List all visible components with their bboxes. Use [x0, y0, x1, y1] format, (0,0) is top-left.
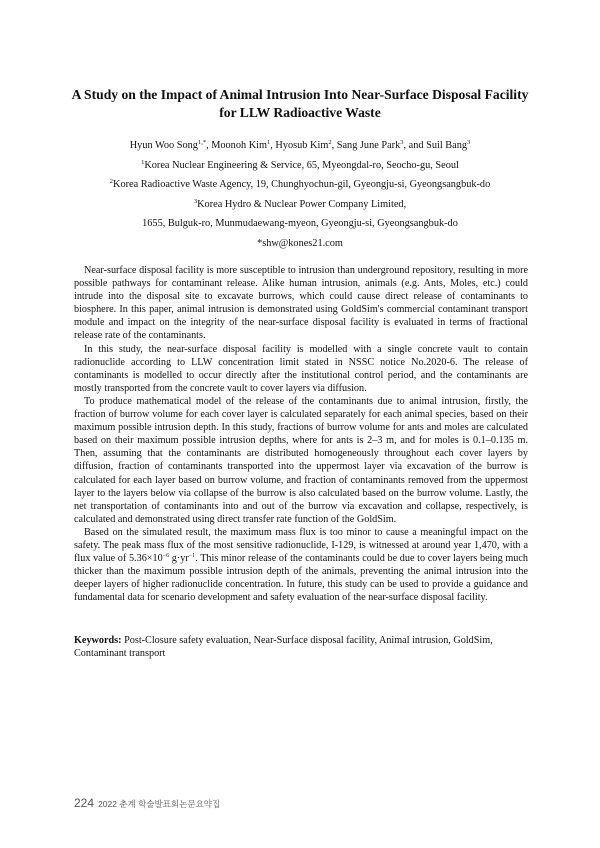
author-separator: ,: [270, 140, 276, 151]
abstract-text: g·yr: [169, 553, 189, 565]
title-line-2: for LLW Radioactive Waste: [219, 105, 381, 120]
exponent: −6: [162, 553, 170, 560]
affiliation-text: Korea Hydro & Nuclear Power Company Limited,: [197, 198, 407, 210]
paper-title: [40, 86, 560, 122]
page-number: 224: [74, 796, 95, 810]
author-name: Hyun Woo Song: [129, 140, 198, 151]
author-sup: 1,*: [197, 139, 207, 146]
abstract-text: . This minor release of the contaminants could be due to cover layers being much thicker than the maximum possible intrusion depth of the animals, preventing the animal intrusion into the deeper layers of higher radionuclide concentration. In future, this study can be used to provide a guidance and fundamental data for scenario development and safety evaluation of the near-surface disposal facility.: [74, 553, 528, 604]
affiliation-2: [40, 175, 560, 195]
affiliation-text: Korea Nuclear Engineering & Service, 65, Myeongdal-ro, Seocho-gu, Seoul: [144, 159, 459, 171]
abstract-paragraph-4: [74, 526, 528, 605]
affiliation-3-address: [40, 214, 560, 234]
author-block: [40, 136, 560, 254]
affiliation-text: Korea Radioactive Waste Agency, 19, Chunghyochun-gil, Gyeongju-si, Gyeongsangbuk-do: [113, 179, 491, 191]
author-list: [40, 136, 560, 156]
affiliation-sup: 2: [109, 178, 114, 186]
abstract-paragraph-2: In this study, the near-surface disposal facility is modelled with a single concrete vault to contain radionuclide according to LLW concentration limit stated in NSSC notice No.2020-6. The release of contaminants is modelled to occur directly after the institutional control period, and the contaminants are mostly transported from the concrete vault to cover layers via diffusion.: [74, 343, 528, 394]
author-separator: ,: [331, 140, 337, 151]
exponent: −1: [188, 553, 196, 560]
affiliation-1: [40, 156, 560, 176]
author-name: Sang June Park: [336, 140, 401, 151]
author-sup: 3: [400, 139, 404, 146]
proceedings-name: 2022 춘계 학술발표회논문요약집: [98, 799, 221, 809]
title-line-1: A Study on the Impact of Animal Intrusion Into Near-Surface Disposal Facility: [71, 87, 529, 102]
abstract-paragraph-3: To produce mathematical model of the release of the contaminants due to animal intrusion, firstly, the fraction of burrow volume for each cover layer is calculated separately for each animal species, based on their maximum possible intrusion depth. In this study, fractions of burrow volume for ants and moles are calculated based on their maximum possible intrusion depths, where for ants is 2–3 m, and for moles is 0.1–0.135 m. Then, assuming that the contaminants are distributed homogeneously throughout each cover layers by diffusion, fraction of contaminants transported into the uppermost layer via excavation of the burrow is calculated for each layer based on burrow volume, and fraction of contaminants removed from the uppermost layer to the layers below via collapse of the burrow is also calculated based on the burrow volume. Lastly, the net transportation of contaminants into and out of the burrow via excavation and collapse, respectively, is calculated and demonstrated using direct transfer rate function of the GoldSim.: [74, 395, 528, 525]
author-sup: 2: [328, 139, 332, 146]
affiliation-text: 1655, Bulguk-ro, Munmudaewang-myeon, Gyeongju-si, Gyeongsangbuk-do: [142, 218, 458, 230]
author-separator: ,: [206, 140, 212, 151]
affiliation-sup: 1: [141, 158, 145, 166]
author-name: Suil Bang: [426, 140, 467, 151]
author-separator: , and: [403, 140, 427, 151]
author-name: Hyosub Kim: [275, 140, 329, 151]
keywords-text: Post-Closure safety evaluation, Near-Surface disposal facility, Animal intrusion, GoldSim, Contaminant transport: [74, 635, 493, 660]
abstract: [74, 264, 528, 604]
affiliation-sup: 3: [193, 197, 198, 205]
author-sup: 1: [267, 139, 271, 146]
abstract-paragraph-1: Near-surface disposal facility is more susceptible to intrusion than underground repository, resulting in more possible pathways for contaminant release. Alike human intrusion, animals (e.g. Ants, Moles, etc.) could intrude into the disposal site to excavate burrows, which could cause direct release of contaminants to biosphere. In this paper, animal intrusion is demonstrated using GoldSim's commercial contaminant transport module and impact on the integrity of the near-surface disposal facility is evaluated in terms of fractional release rate of the contaminants.: [74, 265, 528, 342]
keywords-label: Keywords:: [74, 635, 122, 646]
corresponding-email: *shw@kones21.com: [257, 237, 343, 249]
author-name: Moonoh Kim: [211, 140, 268, 151]
affiliation-3: [40, 195, 560, 215]
author-sup: 3: [467, 139, 471, 146]
page-footer: [74, 794, 220, 812]
abstract-text: Based on the simulated result, the maximum mass flux is too minor to cause a meaningful impact on the safety. The peak mass flux of the most sensitive radionuclide, I-129, is witnessed at around year 1,470, with a flux value of 5.36×10: [74, 526, 528, 565]
keywords: [74, 634, 528, 661]
